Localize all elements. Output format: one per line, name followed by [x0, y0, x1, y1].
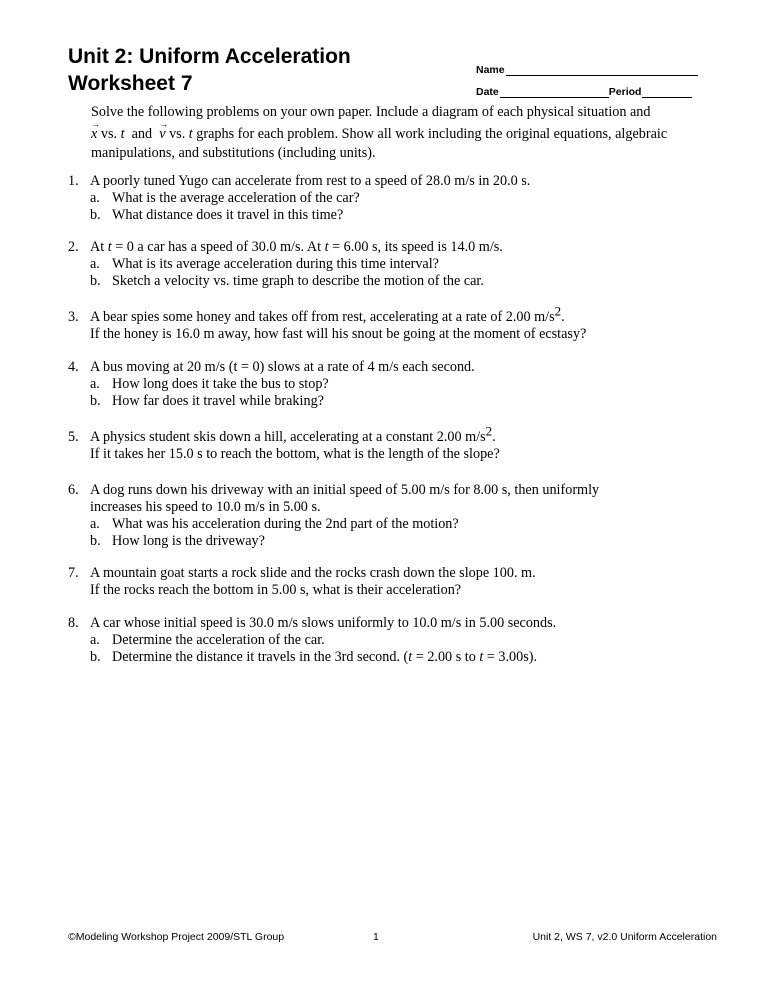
problem-number: 2.: [68, 239, 79, 255]
title-line-2: Worksheet 7: [68, 72, 193, 95]
footer-document-id: Unit 2, WS 7, v2.0 Uniform Acceleration: [532, 931, 717, 943]
subquestion-a: a. What was his acceleration during the 2nd part of the motion?: [90, 516, 459, 532]
problem-text: At t = 0 a car has a speed of 30.0 m/s. At t = 6.00 s, its speed is 14.0 m/s.: [90, 239, 503, 255]
problem-6: [68, 482, 728, 550]
problem-number: 1.: [68, 173, 79, 189]
problem-3: [68, 303, 728, 343]
v-vector-symbol: → v: [159, 125, 165, 144]
problem-2: [68, 239, 728, 290]
problem-1: [68, 173, 728, 224]
subquestion-b: b. What distance does it travel in this time?: [90, 207, 344, 223]
worksheet-title: [68, 43, 351, 97]
name-field[interactable]: [476, 54, 698, 76]
subquestion-a: a. What is the average acceleration of the car?: [90, 190, 360, 206]
subquestion-a: a. How long does it take the bus to stop?: [90, 376, 329, 392]
problem-text-2: If it takes her 15.0 s to reach the bottom, what is the length of the slope?: [90, 446, 500, 462]
subquestion-b: b. How long is the driveway?: [90, 533, 265, 549]
name-blank[interactable]: [506, 64, 698, 76]
problem-5: [68, 423, 728, 463]
date-period-field[interactable]: [476, 76, 698, 98]
instructions: [91, 103, 721, 163]
problem-text-2: If the honey is 16.0 m away, how fast will his snout be going at the moment of ecstasy?: [90, 326, 587, 342]
problem-text: A car whose initial speed is 30.0 m/s slows uniformly to 10.0 m/s in 5.00 seconds.: [90, 615, 557, 631]
problem-number: 6.: [68, 482, 79, 498]
subquestion-b: b. Determine the distance it travels in the 3rd second. (t = 2.00 s to t = 3.00s).: [90, 649, 538, 665]
date-label: Date: [476, 86, 499, 98]
problem-text: A physics student skis down a hill, accelerating at a constant 2.00 $m/s^2$.: [90, 423, 496, 445]
problem-7: [68, 565, 728, 599]
problem-number: 7.: [68, 565, 79, 581]
problem-text-2: increases his speed to 10.0 m/s in 5.00 s.: [90, 499, 321, 515]
problem-text: A bus moving at 20 m/s (t = 0) slows at a rate of 4 m/s each second.: [90, 359, 475, 375]
problem-number: 3.: [68, 309, 79, 325]
problem-4: [68, 359, 728, 410]
problem-number: 8.: [68, 615, 79, 631]
problem-8: [68, 615, 728, 666]
title-line-1: Unit 2: Uniform Acceleration: [68, 45, 351, 68]
instructions-line-2: → x vs. t and → v vs. t graphs for each problem. Show all work including the original equations, algebraic: [91, 125, 721, 144]
problem-number: 4.: [68, 359, 79, 375]
problem-text: A mountain goat starts a rock slide and the rocks crash down the slope 100. m.: [90, 565, 536, 581]
name-label: Name: [476, 64, 505, 76]
problem-text: A dog runs down his driveway with an initial speed of 5.00 m/s for 8.00 s, then uniformly: [90, 482, 600, 498]
instructions-line-1: Solve the following problems on your own paper. Include a diagram of each physical situation and: [91, 104, 651, 120]
page-number: 1: [373, 931, 379, 943]
subquestion-b: b. How far does it travel while braking?: [90, 393, 324, 409]
period-blank[interactable]: [642, 86, 692, 98]
date-blank[interactable]: [500, 86, 609, 98]
problem-text: A poorly tuned Yugo can accelerate from rest to a speed of 28.0 m/s in 20.0 s.: [90, 173, 531, 189]
subquestion-b: b. Sketch a velocity vs. time graph to describe the motion of the car.: [90, 273, 484, 289]
subquestion-a: a. Determine the acceleration of the car.: [90, 632, 325, 648]
period-label: Period: [608, 86, 642, 98]
x-vector-symbol: → x: [91, 125, 97, 144]
instructions-line-3: manipulations, and substitutions (including units).: [91, 145, 376, 161]
problem-text: A bear spies some honey and takes off from rest, accelerating at a rate of 2.00 $m/s^2$.: [90, 303, 565, 325]
subquestion-a: a. What is its average acceleration during this time interval?: [90, 256, 439, 272]
problem-number: 5.: [68, 429, 79, 445]
problem-text-2: If the rocks reach the bottom in 5.00 s, what is their acceleration?: [90, 582, 462, 598]
student-info-fields: [476, 54, 698, 98]
footer-copyright: ©Modeling Workshop Project 2009/STL Group: [68, 931, 285, 943]
